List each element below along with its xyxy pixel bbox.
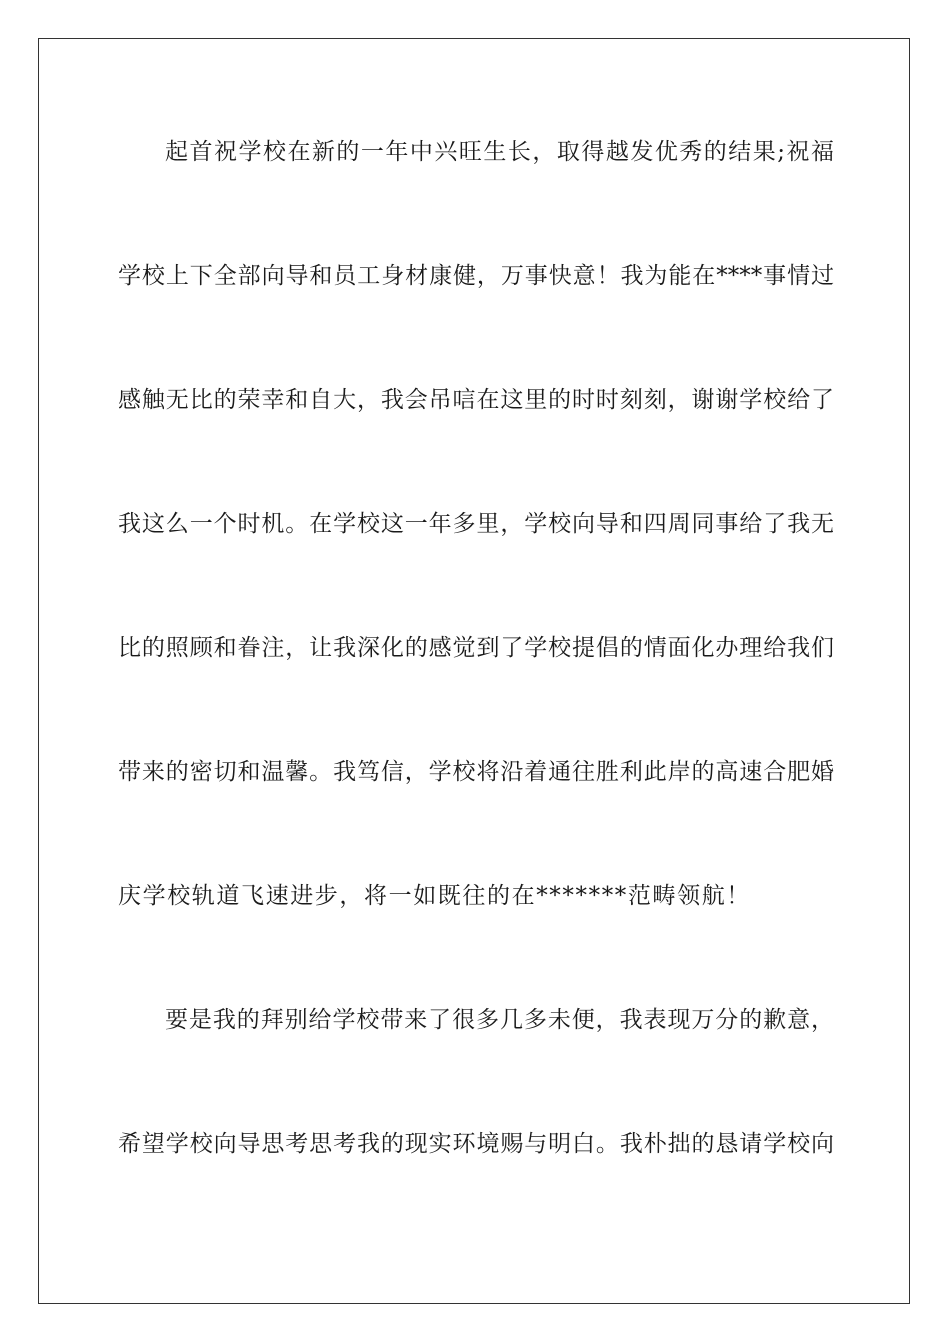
paragraph-1-line-3: 感触无比的荣幸和自大，我会吊唁在这里的时时刻刻，谢谢学校给了	[118, 387, 834, 413]
page-border	[38, 38, 910, 1304]
paragraph-1-line-7: 庆学校轨道飞速进步，将一如既往的在*******范畴领航！	[118, 883, 751, 909]
paragraph-1-line-5: 比的照顾和眷注，让我深化的感觉到了学校提倡的情面化办理给我们	[118, 635, 834, 661]
paragraph-1-line-2: 学校上下全部向导和员工身材康健，万事快意！我为能在****事情过	[118, 263, 834, 289]
paragraph-1-line-4: 我这么一个时机。在学校这一年多里，学校向导和四周同事给了我无	[118, 511, 834, 537]
paragraph-2-line-2: 希望学校向导思考思考我的现实环境赐与明白。我朴拙的恳请学校向	[118, 1131, 834, 1157]
paragraph-1-line-1: 起首祝学校在新的一年中兴旺生长，取得越发优秀的结果;祝福	[165, 139, 834, 165]
paragraph-2-line-1: 要是我的拜别给学校带来了很多几多未便，我表现万分的歉意，	[165, 1007, 834, 1033]
paragraph-1-line-6: 带来的密切和温馨。我笃信，学校将沿着通往胜利此岸的高速合肥婚	[118, 759, 834, 785]
